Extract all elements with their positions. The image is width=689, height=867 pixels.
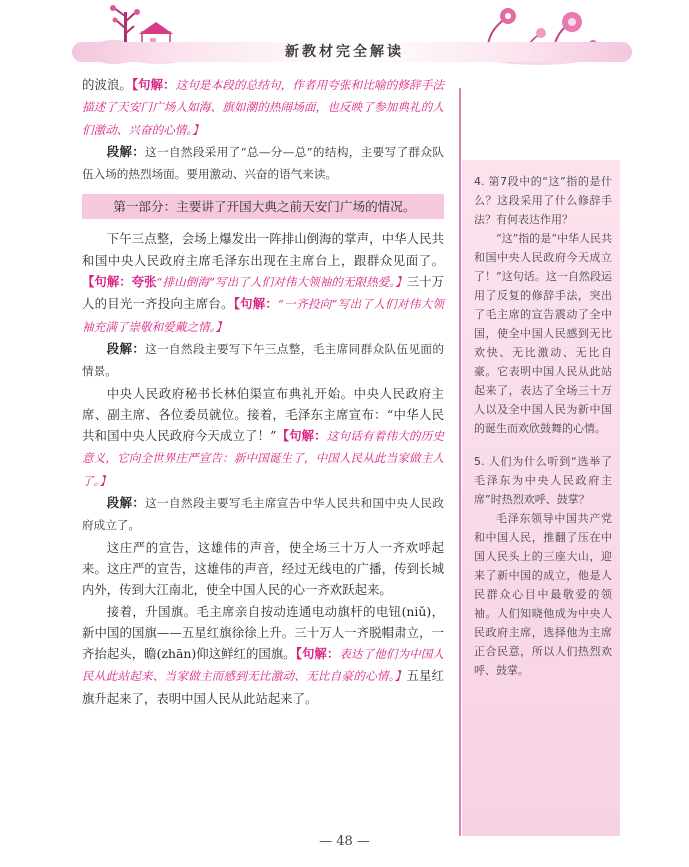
paragraph-note-2	[82, 141, 444, 186]
paragraph-note: 这一自然段主要写毛主席宣告中华人民共和国中央人民政府成立了。	[82, 496, 444, 533]
paragraph-text: 下午三点整，会场上爆发出一阵排山倒海的掌声，中华人民共和国中央人民政府主席毛泽东出现在主席台上，跟群众见面了。	[82, 231, 444, 268]
paragraph-text: 三十万人的目光一齐投向主席台。	[82, 274, 444, 312]
question-5: 5. 人们为什么听到“选举了毛泽东为中央人民政府主席”时热烈欢呼、鼓掌？	[474, 455, 612, 506]
paragraph-1	[82, 74, 444, 141]
paragraph-note-6	[82, 492, 444, 537]
side-notes-panel	[462, 160, 620, 836]
sentence-note-label: 【句解：	[276, 428, 327, 444]
paragraph-note: 这一自然段主要写下午三点整，毛主席同群众队伍见面的情景。	[82, 341, 444, 379]
paragraph-text: 接着，升国旗。毛主席亲自按动连通电动旗杆的电钮(niǔ)，新中国的国旗——五星红旗徐徐上升。三十万人一齐脱帽肃立，一齐抬起头，瞻(zhān)仰这鲜红的国旗。	[82, 603, 444, 662]
section-summary-box	[82, 194, 444, 219]
sentence-note-label: 【句解：	[295, 646, 340, 662]
sentence-note: “一齐投向”写出了人们对伟大领袖充满了崇敬和爱戴之情。】	[82, 297, 444, 334]
paragraph-note-label: 段解：	[106, 143, 146, 159]
column-divider	[459, 88, 461, 836]
sentence-note: 这句是本段的总结句，作者用夸张和比喻的修辞手法描述了天安门广场人如海、旗如潮的热闹场面，也反映了参加典礼的人们激动、兴奋的心情。】	[82, 78, 444, 137]
paragraph-5	[82, 383, 444, 492]
paragraph-8	[82, 601, 444, 709]
book-title: 新教材完全解读	[285, 44, 404, 60]
question-4: 4. 第7段中的“这”指的是什么？这段采用了什么修辞手法？有何表达作用？	[474, 175, 612, 226]
sentence-note: 这句话有着伟大的历史意义，它向全世界庄严宣告：新中国诞生了，中国人民从此当家做主人了。】	[82, 429, 445, 488]
answer-5: 毛泽东领导中国共产党和中国人民，推翻了压在中国人民头上的三座大山，迎来了新中国的成立，他是人民群众心目中最敬爱的领袖。人们知晓他成为中央人民政府主席，选择他为主席正合民意，所以人们热烈欢呼、鼓掌。	[474, 512, 612, 677]
spacer	[474, 438, 612, 452]
paragraph-note: 这一自然段采用了“总—分—总”的结构，主要写了群众队伍入场的热烈场面。要用激动、兴奋的语气来读。	[82, 144, 445, 182]
sentence-note-label: 【句解：	[233, 296, 278, 312]
page-header	[0, 0, 689, 72]
paragraph-note-label: 段解：	[106, 495, 146, 511]
main-text-column	[82, 74, 444, 709]
paragraph-note-4	[82, 338, 444, 383]
paragraph-7: 这庄严的宣告，这雄伟的声音，使全场三十万人一齐欢呼起来。这庄严的宣告，这雄伟的声音，经过无线电的广播，传到长城内外，传到大江南北，使全中国人民的心一齐欢跃起来。	[82, 539, 444, 598]
paragraph-text: 的波浪。	[82, 77, 132, 92]
section-summary: 第一部分：主要讲了开国大典之前天安门广场的情况。	[113, 199, 416, 215]
answer-4: “这”指的是“中华人民共和国中央人民政府今天成立了！”这句话。这一自然段运用了反复的修辞手法，突出了毛主席的宣告震动了全中国，使全中国人民感到无比欢快、无比激动、无比自豪。它表明中国人民从此站起来了，表达了全场三十万人以及全中国人民为新中国的诞生而欢欣鼓舞的心情。	[474, 232, 612, 435]
paragraph-text: 五星红旗升起来了，表明中国人民从此站起来了。	[82, 668, 445, 706]
paragraph-3	[82, 228, 444, 337]
page-number: — 48 —	[319, 834, 370, 849]
sentence-note-label: 【句解：	[131, 77, 176, 92]
sentence-note: 表达了他们为中国人民从此站起来、当家做主而感到无比激动、无比自豪的心情。】	[82, 647, 444, 684]
sentence-note-label: 【句解：夸张	[82, 274, 157, 290]
paragraph-note-label: 段解：	[106, 340, 146, 356]
paragraph-text: 中央人民政府秘书长林伯渠宣布典礼开始。中央人民政府主席、副主席、各位委员就位。接着，毛泽东主席宣布：“中华人民共和国中央人民政府今天成立了！”	[82, 385, 444, 444]
sentence-note: “排山倒海”写出了人们对伟大领袖的无限热爱。】	[156, 275, 407, 290]
